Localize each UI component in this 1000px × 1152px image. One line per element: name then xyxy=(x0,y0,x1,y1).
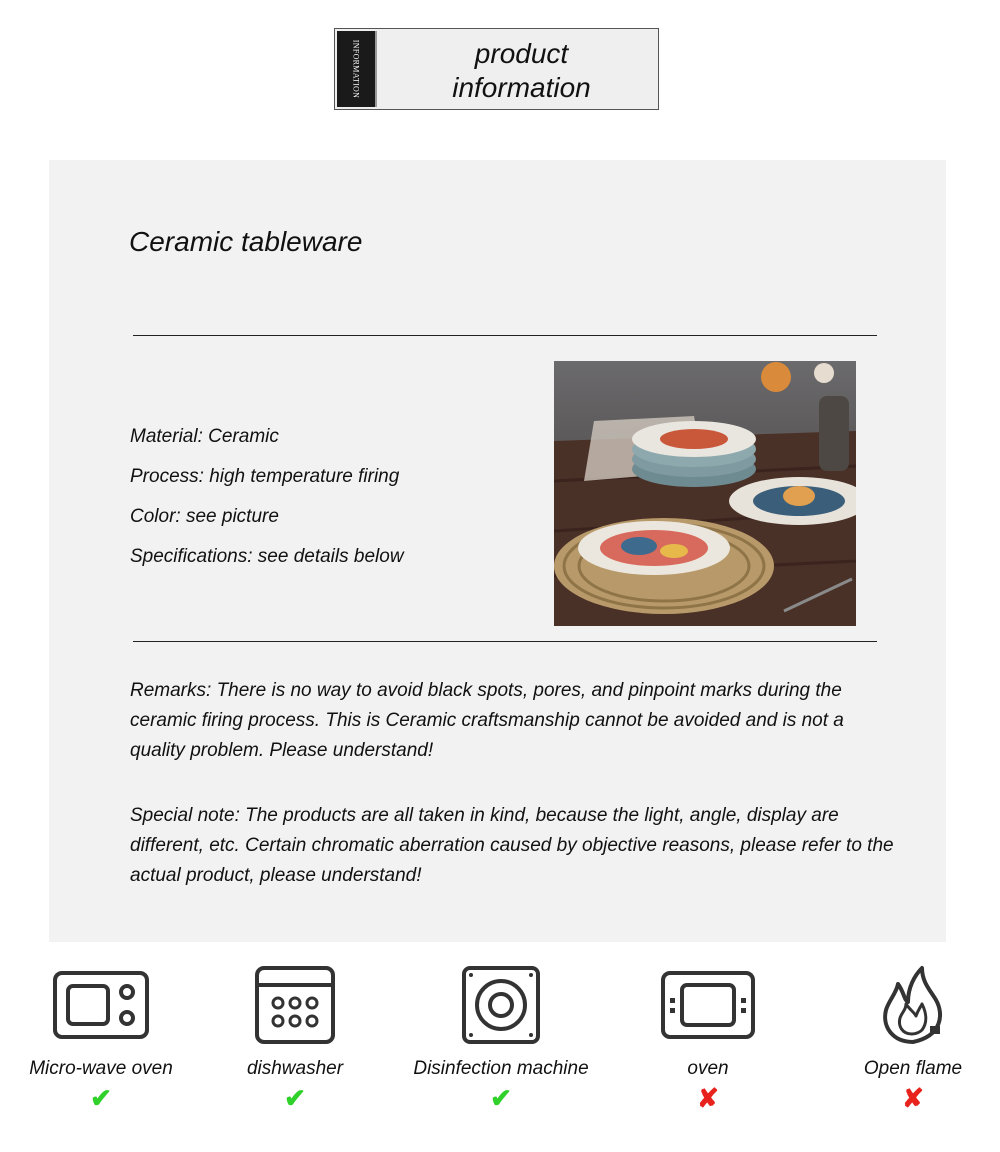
header-title-line1: product xyxy=(474,38,569,69)
header-banner xyxy=(334,28,659,110)
not-allowed-cross-icon: ✘ xyxy=(697,1083,719,1113)
divider-top xyxy=(133,335,877,336)
header-title xyxy=(385,37,658,105)
remarks-text: Remarks: There is no way to avoid black spots, pores, and pinpoint marks during the ceramic firing process. This is Ceramic craftsmanship cannot be avoided and is not a quality problem. Please understand! xyxy=(130,680,844,761)
allowed-check-icon: ✔ xyxy=(284,1083,306,1113)
oven-icon xyxy=(660,970,756,1040)
usage-label: Open flame xyxy=(863,1058,963,1079)
allowed-check-icon: ✔ xyxy=(90,1083,112,1113)
microwave-icon xyxy=(52,970,150,1040)
usage-oven xyxy=(608,960,808,1112)
spec-material: Material: Ceramic xyxy=(130,426,279,447)
dishwasher-icon xyxy=(254,965,336,1045)
usage-open-flame xyxy=(813,960,1000,1112)
divider-bottom xyxy=(133,641,877,642)
special-note-text: Special note: The products are all taken in kind, because the light, angle, display are different, etc. Certain chromatic aberration caused by objective reasons, please refer to the actual product, please understand! xyxy=(130,805,894,886)
spec-specifications: Specifications: see details below xyxy=(130,546,404,567)
header-tab-text: INFORMATION xyxy=(351,39,361,99)
disinfection-machine-icon xyxy=(461,965,541,1045)
product-name: Ceramic tableware xyxy=(129,226,363,257)
usage-label: oven xyxy=(687,1058,729,1079)
usage-microwave xyxy=(1,960,201,1112)
usage-disinfection-machine xyxy=(401,960,601,1112)
header-title-line2: information xyxy=(452,72,591,103)
allowed-check-icon: ✔ xyxy=(490,1083,512,1113)
spec-list xyxy=(130,425,404,585)
usage-label: Disinfection machine xyxy=(413,1058,589,1079)
header-tab xyxy=(337,31,377,107)
spec-color: Color: see picture xyxy=(130,506,279,527)
usage-label: dishwasher xyxy=(246,1058,344,1079)
product-photo xyxy=(554,361,856,626)
not-allowed-cross-icon: ✘ xyxy=(902,1083,924,1113)
usage-dishwasher xyxy=(195,960,395,1112)
info-panel xyxy=(49,160,946,942)
flame-icon xyxy=(878,964,948,1046)
usage-label: Micro-wave oven xyxy=(29,1058,173,1079)
spec-process: Process: high temperature firing xyxy=(130,466,400,487)
